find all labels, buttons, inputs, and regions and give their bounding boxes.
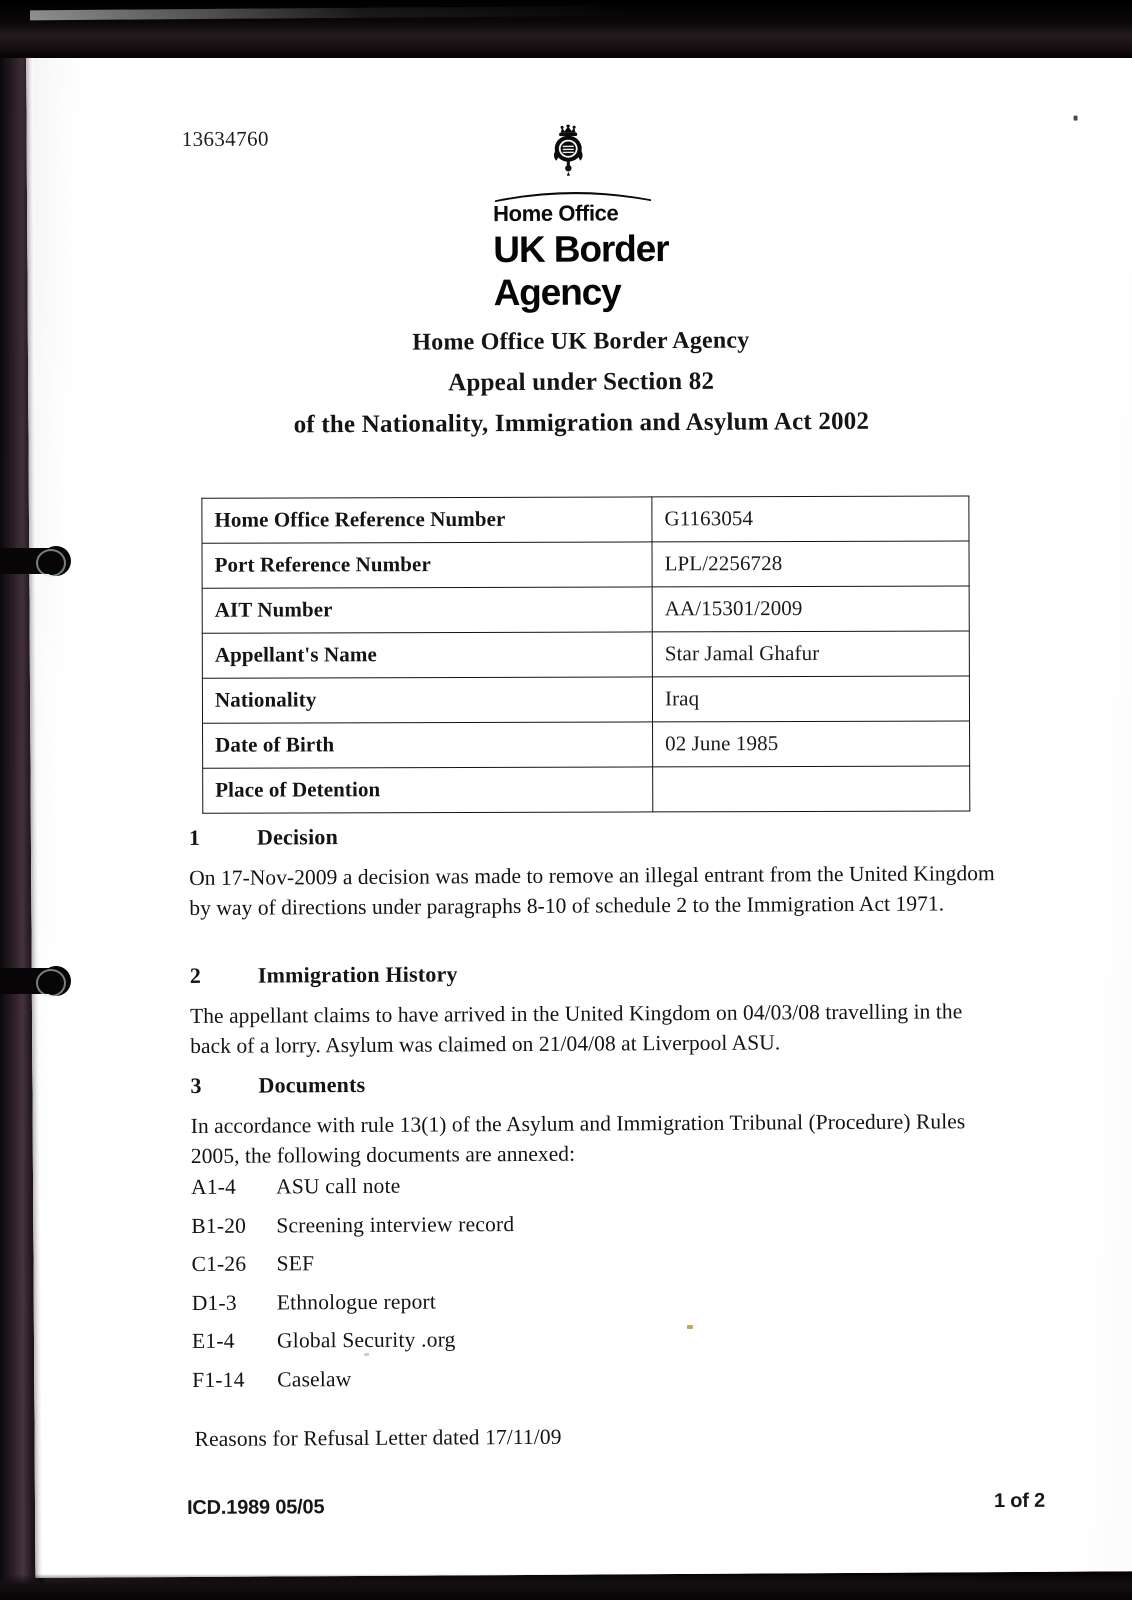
row-value: LPL/2256728: [652, 541, 969, 587]
row-value: Iraq: [652, 676, 969, 722]
annex-label: SEF: [276, 1251, 315, 1276]
footer-form-code: ICD.1989 05/05: [186, 1496, 325, 1520]
row-value: 02 June 1985: [653, 721, 970, 767]
section-number: 3: [190, 1072, 202, 1099]
list-item: [191, 1250, 831, 1275]
annex-code: E1-4: [191, 1328, 235, 1354]
document-reference-stamp: 13634760: [181, 126, 269, 152]
row-label: Port Reference Number: [202, 542, 652, 588]
row-value: Star Jamal Ghafur: [652, 631, 969, 677]
row-value: G1163054: [652, 496, 969, 542]
annex-code: D1-3: [191, 1290, 237, 1315]
list-item: [191, 1173, 831, 1198]
section-title: Immigration History: [257, 961, 458, 988]
section-heading: [190, 1068, 1000, 1099]
row-label: Appellant's Name: [202, 632, 652, 678]
scan-speck: [687, 1325, 693, 1329]
list-item: [191, 1212, 831, 1237]
table-row: [202, 586, 969, 633]
title-line-act: of the Nationality, Immigration and Asylum Act 2002: [293, 407, 870, 439]
annex-label: Caselaw: [277, 1366, 352, 1391]
annex-code: C1-26: [191, 1251, 247, 1277]
annex-label: Global Security .org: [276, 1327, 456, 1353]
section-body: On 17-Nov-2009 a decision was made to remove an illegal entrant from the United Kingdom by way of directions under paragraphs 8-10 of schedule 2 to the Immigration Act 1971.: [189, 861, 995, 920]
scan-speck: [1074, 116, 1078, 121]
logo-department-line-1: UK Border: [493, 228, 669, 271]
row-label: AIT Number: [202, 587, 652, 633]
paper-sheet: [26, 23, 1132, 1578]
list-item: [192, 1289, 832, 1314]
annex-code: B1-20: [191, 1213, 247, 1238]
page-title: [28, 325, 1132, 441]
binder-ring-highlight: [36, 549, 66, 577]
section-title: Documents: [258, 1071, 366, 1098]
title-line-organisation: Home Office UK Border Agency: [412, 327, 750, 356]
annex-code: A1-4: [190, 1174, 237, 1200]
binder-ring-icon: [0, 548, 68, 574]
annex-code: F1-14: [192, 1367, 245, 1392]
section-heading: [189, 820, 999, 851]
section-heading: [190, 958, 1000, 989]
list-item: [192, 1327, 832, 1352]
section-body: In accordance with rule 13(1) of the Asylum and Immigration Tribunal (Procedure) Rules 2005, the following documents are annexed:: [190, 1109, 966, 1168]
section-documents: [190, 1068, 1001, 1171]
row-value: AA/15301/2009: [652, 586, 969, 632]
binder-ring-icon: [0, 968, 68, 994]
table-row: [202, 541, 969, 588]
table-row: [203, 766, 970, 813]
royal-crest-icon: [541, 125, 597, 187]
logo-department-line-2: Agency: [493, 271, 621, 314]
annex-label: ASU call note: [275, 1173, 401, 1199]
scanner-top-shadow: [0, 0, 1132, 58]
list-item: [192, 1366, 832, 1391]
table-row: [203, 721, 970, 768]
footer-page-indicator: 1 of 2: [993, 1489, 1046, 1513]
binder-ring-highlight: [36, 969, 66, 997]
section-body: The appellant claims to have arrived in the United Kingdom on 04/03/08 travelling in the back of a lorry. Asylum was claimed on 21/04/08 at Liverpool ASU.: [189, 999, 963, 1058]
row-label: Place of Detention: [203, 767, 653, 813]
row-label: Nationality: [202, 677, 652, 723]
scan-speck: [364, 1353, 369, 1356]
annex-label: Ethnologue report: [276, 1289, 437, 1314]
table-row: [202, 496, 969, 543]
case-details-table: [201, 495, 970, 813]
table-row: [202, 631, 969, 678]
row-value: [653, 766, 970, 812]
refusal-letter-note: Reasons for Refusal Letter dated 17/11/09: [194, 1424, 562, 1451]
section-immigration-history: [190, 958, 1001, 1061]
row-label: Home Office Reference Number: [202, 497, 652, 543]
title-line-appeal: Appeal under Section 82: [448, 367, 715, 397]
section-decision: [189, 820, 1000, 923]
logo-organisation-name: Home Office: [493, 200, 619, 227]
table-row: [202, 676, 969, 723]
annex-label: Screening interview record: [276, 1211, 515, 1237]
section-number: 1: [188, 824, 201, 851]
home-office-arc-rule: [493, 188, 653, 203]
annexed-documents-list: [191, 1173, 832, 1408]
section-title: Decision: [256, 824, 339, 850]
section-number: 2: [189, 962, 201, 989]
home-office-logo: [493, 124, 724, 314]
scanner-bottom-shadow: [0, 1574, 1132, 1600]
row-label: Date of Birth: [203, 722, 653, 768]
